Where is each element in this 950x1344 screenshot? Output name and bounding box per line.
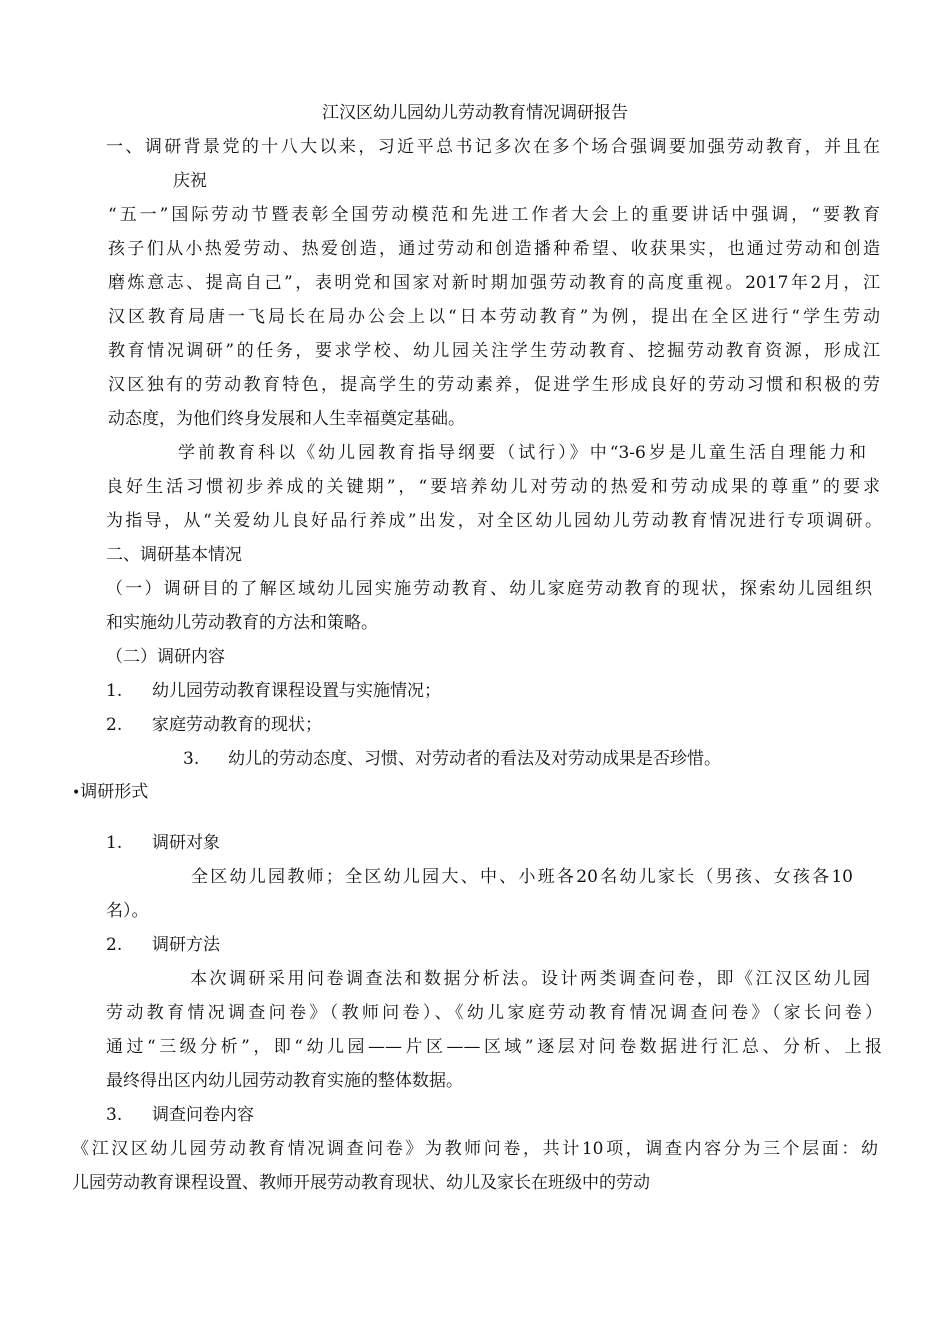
- content-heading: （二）调研内容: [106, 647, 225, 667]
- list-item-number: 2.: [106, 715, 123, 735]
- paragraph-line: 最终得出区内幼儿园劳动教育实施的整体数据。: [106, 1071, 463, 1091]
- purpose-line: 和实施幼儿劳动教育的方法和策略。: [106, 613, 378, 633]
- list-item-text: 家庭劳动教育的现状；: [152, 715, 322, 735]
- paragraph-line: 教育情况调研”的任务，要求学校、幼儿园关注学生劳动教育、挖掘劳动教育资源，形成江: [108, 341, 880, 361]
- form-item-heading: 调研对象: [152, 833, 220, 853]
- paragraph-line: 通过“三级分析”，即“幼儿园——片区——区域”逐层对问卷数据进行汇总、分析、上报: [106, 1037, 882, 1057]
- paragraph-line: 劳动教育情况调查问卷》（教师问卷）、《幼儿家庭劳动教育情况调查问卷》（家长问卷）: [106, 1003, 882, 1023]
- paragraph-line: 全区幼儿园教师；全区幼儿园大、中、小班各20名幼儿家长（男孩、女孩各10: [191, 867, 853, 887]
- form-heading-text: 调研形式: [80, 782, 149, 802]
- bullet-icon: •: [72, 785, 81, 801]
- paragraph-line: 良好生活习惯初步养成的关键期”，“要培养幼儿对劳动的热爱和劳动成果的尊重”的要求: [106, 477, 880, 497]
- paragraph-line: 汉区教育局唐一飞局长在局办公会上以“日本劳动教育”为例，提出在全区进行“学生劳动: [108, 307, 880, 327]
- purpose-line: （一）调研目的了解区域幼儿园实施劳动教育、幼儿家庭劳动教育的现状，探索幼儿园组织: [106, 579, 872, 599]
- form-item-number: 3.: [106, 1105, 123, 1125]
- section-1-heading-cont: 庆祝: [173, 171, 207, 191]
- paragraph-line: 学前教育科以《幼儿园教育指导纲要（试行）》中“3-6岁是儿童生活自理能力和: [178, 443, 866, 463]
- paragraph-line: 为指导，从“关爱幼儿良好品行养成”出发，对全区幼儿园幼儿劳动教育情况进行专项调研。: [106, 511, 882, 531]
- paragraph-line: 孩子们从小热爱劳动、热爱创造，通过劳动和创造播种希望、收获果实，也通过劳动和创造: [108, 239, 880, 259]
- paragraph-line: 《江汉区幼儿园劳动教育情况调查问卷》为教师问卷，共计10项，调查内容分为三个层面：幼: [72, 1139, 878, 1159]
- paragraph-line: “五一”国际劳动节暨表彰全国劳动模范和先进工作者大会上的重要讲话中强调，“要教育: [108, 205, 880, 225]
- form-item-heading: 调查问卷内容: [152, 1105, 254, 1125]
- list-item-number: 3.: [183, 749, 200, 769]
- form-item-heading: 调研方法: [152, 935, 220, 955]
- form-item-number: 1.: [106, 833, 123, 853]
- paragraph-line: 名）。: [106, 901, 149, 921]
- paragraph-line: 磨炼意志、提高自己”，表明党和国家对新时期加强劳动教育的高度重视。2017年2月，江: [108, 273, 880, 293]
- paragraph-line: 动态度，为他们终身发展和人生幸福奠定基础。: [108, 409, 465, 429]
- form-item-number: 2.: [106, 935, 123, 955]
- list-item-number: 1.: [106, 681, 123, 701]
- paragraph-line: 汉区独有的劳动教育特色，提高学生的劳动素养，促进学生形成良好的劳动习惯和积极的劳: [108, 375, 880, 395]
- form-heading: [72, 781, 148, 804]
- section-2-heading: 二、调研基本情况: [106, 545, 242, 565]
- list-item-text: 幼儿的劳动态度、习惯、对劳动者的看法及对劳动成果是否珍惜。: [228, 749, 721, 769]
- list-item-text: 幼儿园劳动教育课程设置与实施情况；: [152, 681, 441, 701]
- paragraph-line: 儿园劳动教育课程设置、教师开展劳动教育现状、幼儿及家长在班级中的劳动: [72, 1173, 650, 1193]
- document-title: 江汉区幼儿园幼儿劳动教育情况调研报告: [322, 103, 628, 123]
- paragraph-line: 本次调研采用问卷调查法和数据分析法。设计两类调查问卷，即《江汉区幼儿园: [190, 969, 870, 989]
- section-1-heading-line: 一、调研背景党的十八大以来，习近平总书记多次在多个场合强调要加强劳动教育，并且在: [106, 137, 880, 157]
